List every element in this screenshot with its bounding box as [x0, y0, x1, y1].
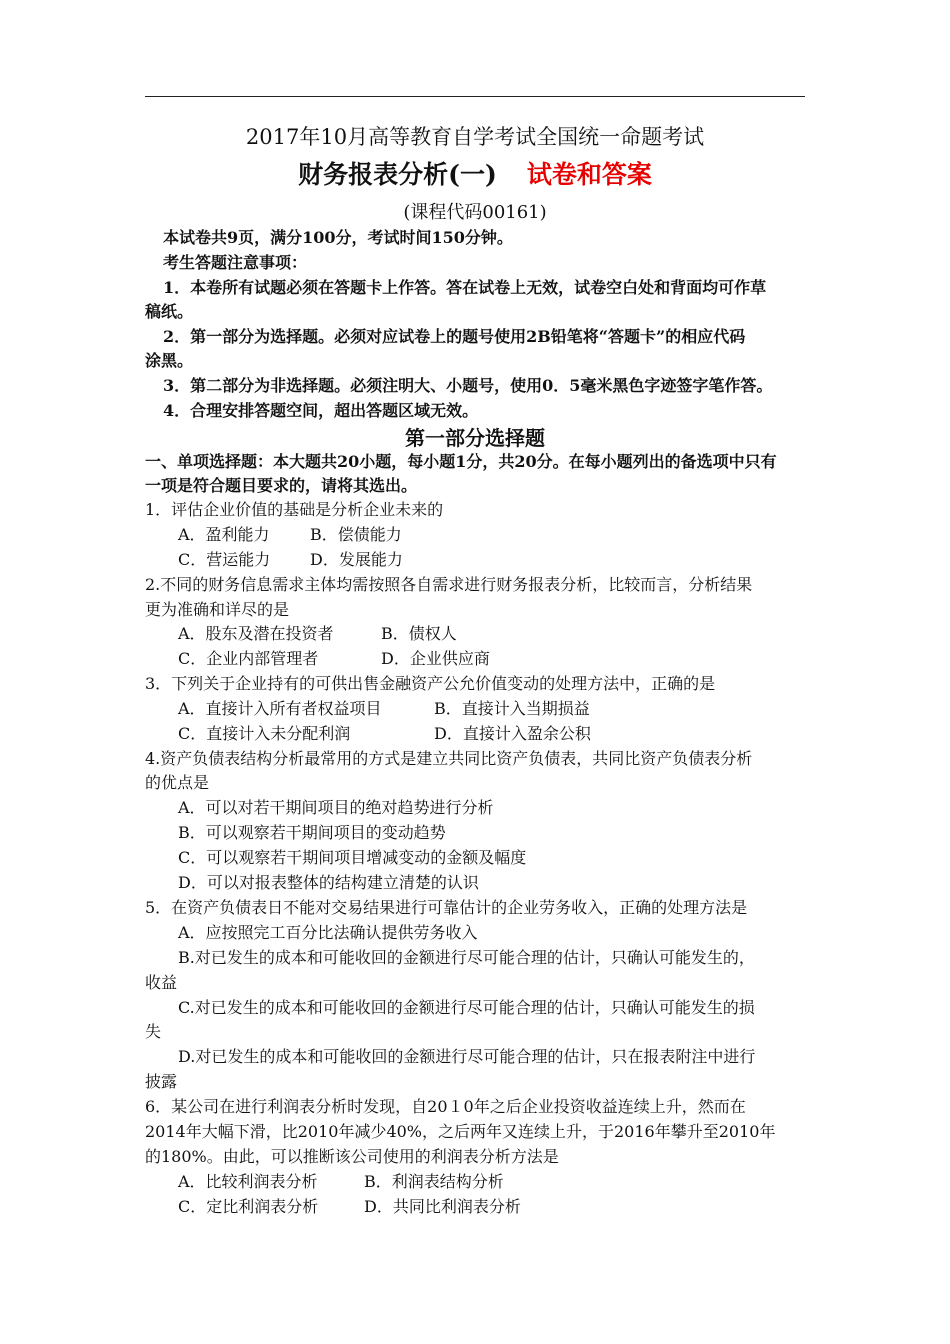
question-2-option-c: C．企业内部管理者 [178, 649, 319, 668]
section-instructions-line-2: 一项是符合题目要求的，请将其选出。 [145, 476, 418, 495]
question-1-option-a: A．盈利能力 [178, 525, 270, 544]
question-4-option-c: C．可以观察若干期间项目增减变动的金额及幅度 [178, 848, 527, 867]
question-5-option-a: A．应按照完工百分比法确认提供劳务收入 [178, 923, 478, 942]
question-6-stem-line-2: 2014年大幅下滑，比2010年减少40%，之后两年又连续上升，于2016年攀升至2010年 [145, 1122, 776, 1141]
question-3-stem: 3．下列关于企业持有的可供出售金融资产公允价值变动的处理方法中，正确的是 [145, 674, 716, 693]
question-5-option-b-line-2: 收益 [145, 973, 178, 992]
question-5-option-d-line-1: D.对已发生的成本和可能收回的金额进行尽可能合理的估计，只在报表附注中进行 [178, 1047, 756, 1066]
question-5-stem: 5．在资产负债表日不能对交易结果进行可靠估计的企业劳务收入，正确的处理方法是 [145, 898, 748, 917]
notice-item-3: 3．第二部分为非选择题。必须注明大、小题号，使用0．5毫米黑色字迹签字笔作答。 [163, 376, 773, 395]
question-5-option-d-line-2: 披露 [145, 1072, 178, 1091]
question-3-option-a: A．直接计入所有者权益项目 [178, 699, 382, 718]
question-4-option-a: A．可以对若干期间项目的绝对趋势进行分析 [178, 798, 494, 817]
top-rule [145, 96, 805, 97]
question-3-option-c: C．直接计入未分配利润 [178, 724, 351, 743]
part1-title: 第一部分选择题 [405, 426, 545, 450]
question-6-option-b: B．利润表结构分析 [364, 1172, 504, 1191]
question-1-option-c: C．营运能力 [178, 550, 271, 569]
question-6-option-d: D．共同比利润表分析 [364, 1197, 521, 1216]
notice-summary: 本试卷共9页，满分100分，考试时间150分钟。 [163, 228, 513, 247]
subject-name: 财务报表分析(一) [298, 160, 497, 189]
question-1-option-b: B．偿债能力 [310, 525, 402, 544]
section-instructions-line-1: 一、单项选择题：本大题共20小题，每小题1分，共20分。在每小题列出的备选项中只有 [145, 452, 777, 471]
question-1-option-d: D．发展能力 [310, 550, 403, 569]
question-5-option-b-line-1: B.对已发生的成本和可能收回的金额进行尽可能合理的估计，只确认可能发生的， [178, 948, 755, 967]
subject-tag: 试卷和答案 [526, 160, 652, 189]
question-1-stem: 1．评估企业价值的基础是分析企业未来的 [145, 500, 444, 519]
question-6-option-c: C．定比利润表分析 [178, 1197, 319, 1216]
question-2-stem-line-1: 2.不同的财务信息需求主体均需按照各自需求进行财务报表分析，比较而言，分析结果 [145, 575, 753, 594]
exam-title: 2017年10月高等教育自学考试全国统一命题考试 [245, 125, 705, 149]
question-2-option-a: A．股东及潜在投资者 [178, 624, 334, 643]
question-4-stem-line-2: 的优点是 [145, 773, 210, 792]
question-6-stem-line-3: 的180%。由此，可以推断该公司使用的利润表分析方法是 [145, 1147, 559, 1166]
question-6-option-a: A．比较利润表分析 [178, 1172, 318, 1191]
notice-item-1-line-2: 稿纸。 [145, 302, 194, 321]
question-3-option-b: B．直接计入当期损益 [434, 699, 590, 718]
notice-item-2-line-2: 涂黑。 [145, 351, 194, 370]
question-6-stem-line-1: 6．某公司在进行利润表分析时发现，自20１0年之后企业投资收益连续上升，然而在 [145, 1097, 746, 1116]
question-5-option-c-line-1: C.对已发生的成本和可能收回的金额进行尽可能合理的估计，只确认可能发生的损 [178, 998, 755, 1017]
question-2-option-b: B．债权人 [381, 624, 457, 643]
question-5-option-c-line-2: 失 [145, 1022, 162, 1041]
question-4-stem-line-1: 4.资产负债表结构分析最常用的方式是建立共同比资产负债表，共同比资产负债表分析 [145, 749, 753, 768]
notice-item-1-line-1: 1．本卷所有试题必须在答题卡上作答。答在试卷上无效，试卷空白处和背面均可作草 [163, 278, 767, 297]
question-3-option-d: D．直接计入盈余公积 [434, 724, 591, 743]
notice-heading: 考生答题注意事项： [163, 253, 308, 272]
subject-title [0, 159, 950, 191]
course-code: (课程代码00161) [403, 202, 547, 223]
notice-item-4: 4．合理安排答题空间，超出答题区域无效。 [163, 401, 479, 420]
question-2-stem-line-2: 更为准确和详尽的是 [145, 600, 290, 619]
question-2-option-d: D．企业供应商 [381, 649, 490, 668]
question-4-option-d: D．可以对报表整体的结构建立清楚的认识 [178, 873, 479, 892]
notice-item-2-line-1: 2．第一部分为选择题。必须对应试卷上的题号使用2B铅笔将“答题卡”的相应代码 [163, 327, 746, 346]
question-4-option-b: B．可以观察若干期间项目的变动趋势 [178, 823, 446, 842]
